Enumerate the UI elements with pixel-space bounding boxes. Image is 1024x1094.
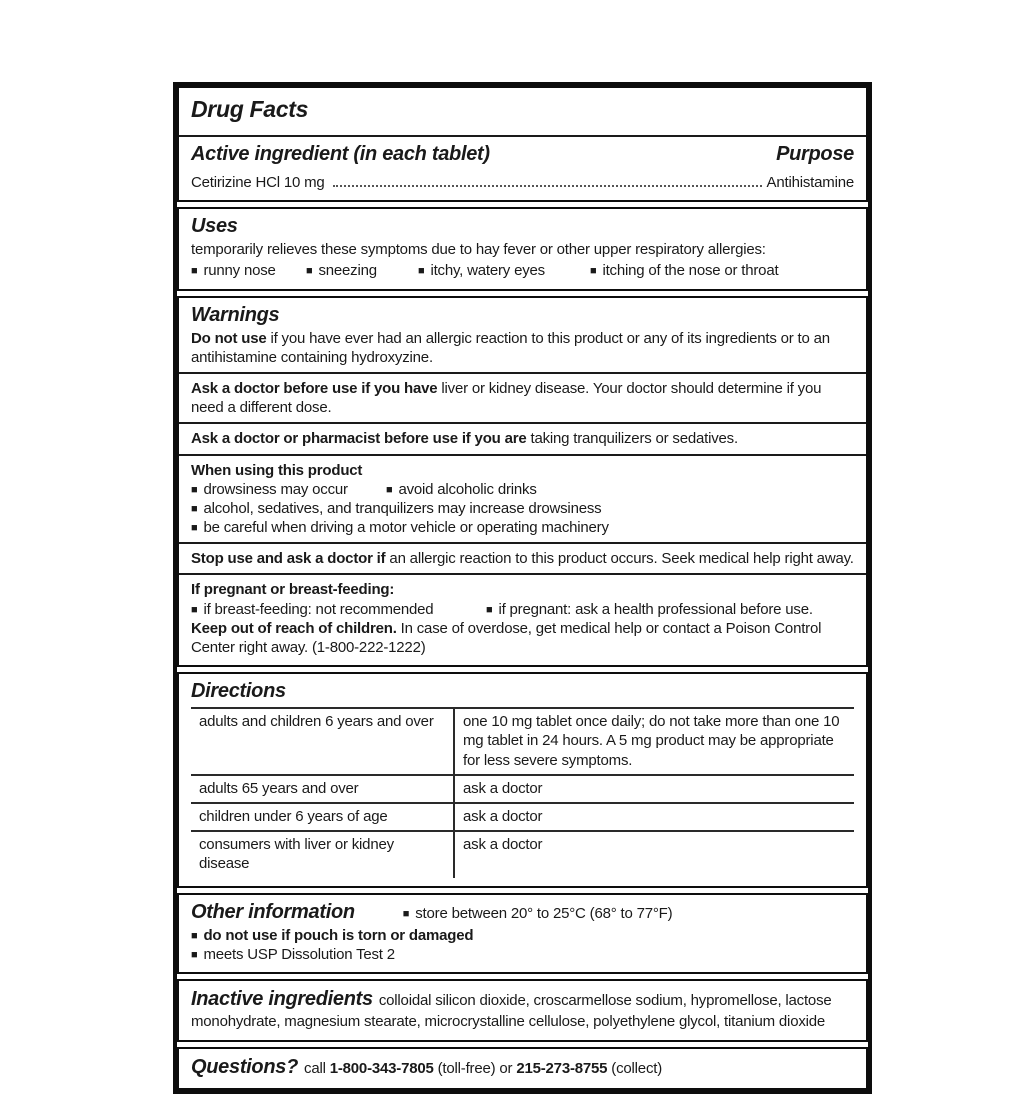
uses-bullet-4 [590, 261, 778, 280]
when-using-bullet-4-label: be careful when driving a motor vehicle or operating machinery [203, 519, 609, 537]
ask-pharmacist-text: taking tranquilizers or sedatives. [526, 430, 738, 448]
title-divider [179, 135, 866, 137]
uses-bullet-4-label: itching of the nose or throat [602, 262, 779, 280]
uses-bullet-1 [191, 261, 306, 280]
when-using-bullet-3-label: alcohol, sedatives, and tranquilizers may increase drowsiness [203, 499, 602, 517]
active-ingredient-heading: Active ingredient (in each tablet) [191, 143, 490, 165]
purpose-value: Antihistamine [766, 174, 854, 191]
directions-table [191, 707, 854, 877]
when-using-bullet-2 [386, 480, 537, 499]
questions-heading: Questions? [191, 1055, 299, 1078]
pregnant-heading: If pregnant or breast-feeding: [191, 581, 395, 599]
section-directions [177, 672, 868, 887]
do-not-use-text: if you have ever had an allergic reaction to this product or any of its ingredients or to an antihistamine containing hydroxyzine. [191, 329, 830, 366]
warnings-divider-1 [179, 372, 866, 374]
uses-bullet-2-label: sneezing [318, 262, 377, 280]
usp-bullet-label: meets USP Dissolution Test 2 [203, 945, 395, 963]
dot-leader [333, 185, 762, 187]
directions-heading: Directions [191, 680, 286, 703]
section-inactive-ingredients [177, 979, 868, 1042]
warnings-divider-4 [179, 542, 866, 544]
section-questions [177, 1047, 868, 1091]
do-not-use-lead: Do not use [191, 329, 267, 347]
keep-out-lead: Keep out of reach of children. [191, 619, 397, 637]
ask-doctor-paragraph [191, 379, 854, 417]
square-bullet-icon: ■ [191, 265, 198, 278]
square-bullet-icon: ■ [402, 907, 410, 920]
square-bullet-icon: ■ [418, 265, 425, 278]
table-row [191, 831, 854, 877]
ask-doctor-text: liver or kidney disease. Your doctor should determine if you need a different dose. [191, 379, 822, 417]
pregnant-bullet-1-label: if breast-feeding: not recommended [203, 600, 434, 618]
warnings-divider-5 [179, 573, 866, 575]
section-uses [177, 207, 868, 290]
square-bullet-icon: ■ [191, 929, 198, 942]
usp-bullet [191, 945, 854, 964]
active-ingredient-row [191, 173, 854, 192]
drug-facts-title: Drug Facts [191, 96, 309, 122]
questions-end-label: (collect) [607, 1059, 663, 1077]
other-information-header-row [191, 901, 854, 926]
when-using-bullet-4 [191, 518, 854, 537]
other-information-heading: Other information [191, 900, 355, 923]
directions-row-3-who: children under 6 years of age [191, 803, 454, 831]
table-row [191, 803, 854, 831]
do-not-use-paragraph [191, 329, 854, 367]
square-bullet-icon: ■ [191, 603, 198, 616]
collect-phone-number: 215-273-8755 [516, 1059, 608, 1077]
uses-heading: Uses [191, 215, 238, 238]
tollfree-phone-number: 1-800-343-7805 [329, 1059, 434, 1077]
inactive-ingredients-heading: Inactive ingredients [191, 987, 373, 1010]
pregnant-bullet-row [191, 600, 854, 619]
section-other-information [177, 893, 868, 974]
table-row [191, 775, 854, 803]
directions-row-2-dose: ask a doctor [454, 775, 854, 803]
directions-row-4-dose: ask a doctor [454, 831, 854, 877]
inactive-ingredients-paragraph [191, 987, 854, 1032]
questions-call-label: call [304, 1059, 330, 1077]
pregnant-bullet-2-label: if pregnant: ask a health professional before use. [498, 600, 813, 618]
directions-row-1-dose: one 10 mg tablet once daily; do not take more than one 10 mg tablet in 24 hours. A 5 mg product may be appropriate for less severe symptoms. [454, 708, 854, 775]
store-bullet-label: store between 20° to 25°C (68° to 77°F) [415, 904, 673, 922]
stop-use-lead: Stop use and ask a doctor if [191, 550, 386, 568]
directions-row-3-dose: ask a doctor [454, 803, 854, 831]
stop-use-paragraph [191, 549, 854, 568]
ask-pharmacist-paragraph [191, 429, 854, 448]
warnings-divider-3 [179, 454, 866, 456]
uses-bullet-3-label: itchy, watery eyes [430, 262, 545, 280]
stop-use-text: an allergic reaction to this product occurs. Seek medical help right away. [385, 550, 854, 568]
active-ingredient-header-row [191, 143, 854, 168]
ask-pharmacist-lead: Ask a doctor or pharmacist before use if you are [191, 430, 527, 448]
warnings-divider-2 [179, 422, 866, 424]
when-using-bullet-1-label: drowsiness may occur [203, 480, 348, 498]
drug-facts-label [173, 82, 872, 1094]
square-bullet-icon: ■ [590, 265, 597, 278]
when-using-heading: When using this product [191, 461, 363, 479]
keep-out-text: In case of overdose, get medical help or contact a Poison Control Center right away. (1-800-222-1222) [191, 619, 822, 656]
uses-bullet-3 [418, 261, 590, 280]
square-bullet-icon: ■ [191, 522, 198, 535]
uses-intro: temporarily relieves these symptoms due to hay fever or other upper respiratory allergies: [191, 241, 766, 259]
directions-row-1-who: adults and children 6 years and over [191, 708, 454, 775]
square-bullet-icon: ■ [191, 948, 198, 961]
section-active-ingredient [177, 86, 868, 202]
questions-mid-label: (toll-free) or [433, 1059, 517, 1077]
square-bullet-icon: ■ [191, 502, 198, 515]
square-bullet-icon: ■ [386, 483, 393, 496]
uses-bullet-row [191, 261, 854, 280]
square-bullet-icon: ■ [191, 483, 198, 496]
when-using-bullet-row-1 [191, 480, 854, 499]
square-bullet-icon: ■ [486, 603, 493, 616]
when-using-bullet-2-label: avoid alcoholic drinks [398, 480, 537, 498]
when-using-bullet-3 [191, 499, 854, 518]
warnings-heading: Warnings [191, 303, 280, 326]
ask-doctor-lead: Ask a doctor before use if you have [191, 379, 438, 397]
ingredient-name: Cetirizine HCl 10 mg [191, 174, 325, 191]
directions-row-4-who: consumers with liver or kidney disease [191, 831, 454, 877]
table-row [191, 708, 854, 775]
directions-row-2-who: adults 65 years and over [191, 775, 454, 803]
inactive-ingredients-text: colloidal silicon dioxide, croscarmellose sodium, hypromellose, lactose monohydrate, magnesium stearate, microcrystalline cellulose, polyethylene glycol, titanium dioxide [191, 991, 832, 1031]
store-bullet [403, 904, 673, 923]
when-using-bullet-1 [191, 480, 386, 499]
pouch-bullet-label: do not use if pouch is torn or damaged [203, 926, 474, 944]
section-warnings [177, 296, 868, 668]
keep-out-paragraph [191, 619, 854, 657]
purpose-heading: Purpose [776, 143, 854, 165]
square-bullet-icon: ■ [306, 265, 313, 278]
questions-paragraph [191, 1055, 854, 1081]
uses-bullet-2 [306, 261, 418, 280]
pregnant-bullet-1 [191, 600, 486, 619]
pregnant-bullet-2 [486, 600, 813, 619]
uses-bullet-1-label: runny nose [203, 262, 276, 280]
pouch-bullet [191, 926, 854, 945]
